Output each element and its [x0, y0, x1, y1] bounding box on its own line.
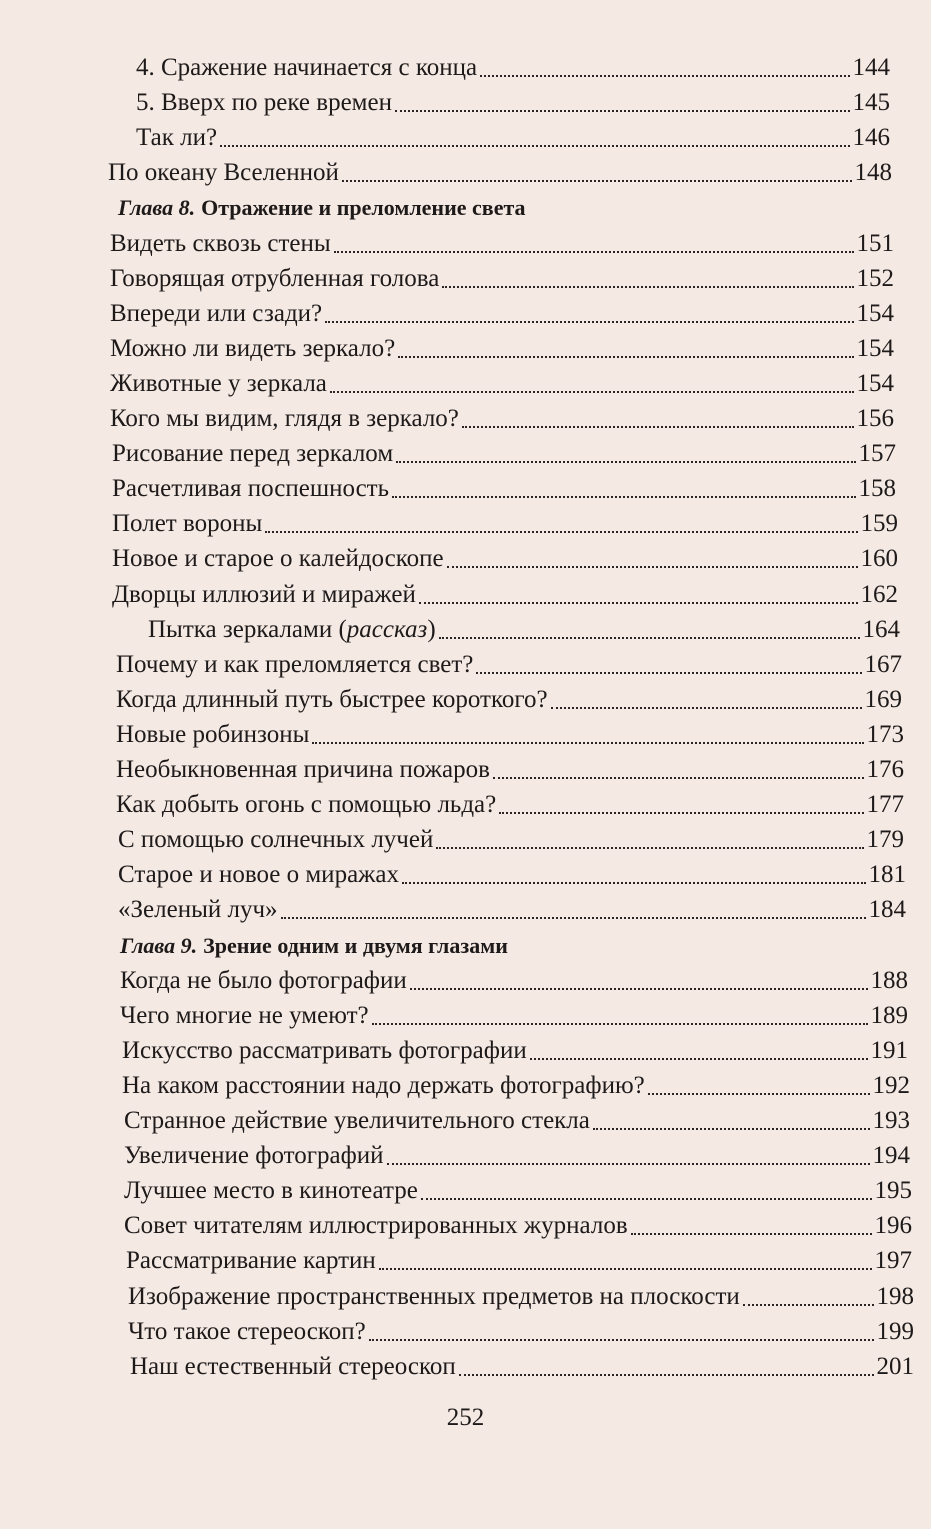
toc-entry[interactable]	[136, 118, 890, 153]
entry-page-number: 179	[866, 826, 904, 854]
chapter-number: Глава 9.	[120, 932, 198, 958]
toc-entry[interactable]	[148, 610, 900, 645]
toc-entry[interactable]	[112, 469, 896, 504]
toc-entry[interactable]	[124, 1206, 912, 1241]
entry-page-number: 146	[852, 124, 890, 152]
entry-page-number: 162	[860, 580, 898, 608]
entry-title	[116, 685, 548, 715]
entry-page-number: 160	[860, 545, 898, 573]
entry-page-number: 198	[876, 1282, 914, 1310]
entry-page-number: 148	[854, 159, 892, 187]
dot-leader	[410, 988, 868, 990]
entry-title	[116, 790, 496, 820]
dot-leader	[439, 637, 860, 639]
entry-page-number: 157	[858, 440, 896, 468]
page-number: 252	[446, 1404, 485, 1431]
entry-title	[148, 615, 436, 645]
entry-title	[112, 439, 393, 469]
dot-leader	[402, 882, 865, 884]
dot-leader	[593, 1128, 870, 1130]
toc-entry[interactable]	[112, 504, 898, 539]
entry-title-text: Необыкновенная причина пожаров	[116, 756, 490, 783]
dot-leader	[419, 602, 858, 604]
entry-page-number: 169	[864, 685, 902, 713]
toc-entry[interactable]	[124, 1101, 910, 1136]
chapter-number: Глава 8.	[118, 195, 196, 221]
entry-title-text: Когда длинный путь быстрее короткого?	[116, 685, 548, 713]
dot-leader	[265, 531, 857, 533]
entry-page-number: 193	[872, 1107, 910, 1134]
entry-title-text: 5. Вверх по реке времен	[136, 89, 392, 117]
dot-leader	[395, 110, 850, 112]
entry-title-text: Как добыть огонь с помощью льда?	[116, 791, 497, 819]
entry-title-text: Кого мы видим, глядя в зеркало?	[110, 405, 459, 432]
entry-title	[110, 299, 322, 329]
entry-title-text: Совет читателям иллюстрированных журналов	[124, 1212, 628, 1240]
entry-page-number: 192	[872, 1071, 910, 1099]
entry-page-number: 152	[856, 264, 894, 292]
entry-title-text: На каком расстоянии надо держать фотографию?	[122, 1071, 645, 1099]
entry-page-number: 177	[866, 791, 904, 819]
entry-title-text: Чего многие не умеют?	[120, 1001, 369, 1029]
toc-entry[interactable]	[122, 1066, 910, 1101]
entry-page-number: 145	[852, 89, 890, 117]
dot-leader	[530, 1058, 868, 1060]
entry-page-number: 167	[864, 650, 902, 678]
toc-entry[interactable]	[116, 785, 904, 820]
dot-leader	[392, 496, 856, 498]
dot-leader	[631, 1233, 872, 1235]
dot-leader	[421, 1198, 872, 1200]
toc-entry[interactable]	[116, 750, 904, 785]
entry-title	[120, 966, 407, 996]
entry-title	[110, 229, 331, 259]
dot-leader	[447, 566, 858, 568]
entry-title-text: С помощью солнечных лучей	[118, 826, 434, 854]
entry-title	[124, 1211, 628, 1241]
toc-entry[interactable]	[120, 961, 908, 996]
entry-title	[112, 544, 444, 574]
entry-title	[118, 895, 278, 925]
entry-title	[116, 650, 473, 680]
entry-title-text: Полет вороны	[112, 510, 263, 538]
entry-page-number: 173	[866, 720, 904, 748]
toc-entry[interactable]	[112, 539, 898, 574]
entry-title-text: Искусство рассматривать фотографии	[122, 1036, 527, 1064]
entry-title	[110, 369, 327, 399]
entry-title	[112, 509, 262, 539]
entry-title	[128, 1317, 366, 1347]
dot-leader	[330, 391, 854, 393]
entry-title	[110, 404, 459, 434]
entry-page-number: 181	[868, 861, 906, 889]
dot-leader	[342, 180, 852, 182]
entry-page-number: 154	[856, 369, 894, 397]
toc-entry[interactable]	[110, 294, 894, 329]
dot-leader	[480, 75, 849, 77]
entry-title-suffix: )	[427, 615, 436, 643]
entry-title	[136, 88, 392, 118]
entry-page-number: 156	[856, 405, 894, 432]
entry-title-text: Впереди или сзади?	[110, 299, 323, 327]
dot-leader	[493, 777, 864, 779]
dot-leader	[387, 1163, 870, 1165]
entry-title-text: Почему и как преломляется свет?	[116, 650, 474, 678]
entry-title	[122, 1036, 527, 1066]
dot-leader	[325, 321, 853, 323]
entry-page-number: 184	[868, 896, 906, 924]
entry-page-number: 188	[870, 966, 908, 994]
toc-entry[interactable]	[118, 820, 904, 855]
entry-page-number: 201	[876, 1352, 914, 1380]
dot-leader	[220, 145, 849, 147]
dot-leader	[369, 1339, 874, 1341]
entry-title-text: Можно ли видеть зеркало?	[110, 334, 396, 362]
toc-entry[interactable]	[110, 259, 894, 294]
entry-title-text: Что такое стереоскоп?	[128, 1317, 366, 1345]
entry-title	[112, 580, 416, 610]
entry-title-text: Дворцы иллюзий и миражей	[112, 580, 416, 608]
dot-leader	[379, 1268, 872, 1270]
entry-title	[116, 720, 309, 750]
entry-title	[108, 158, 339, 188]
dot-leader	[334, 251, 854, 253]
dot-leader	[372, 1023, 868, 1025]
entry-title	[112, 474, 389, 504]
toc-entry[interactable]	[116, 680, 902, 715]
toc-entry[interactable]	[116, 715, 904, 750]
toc-entry[interactable]	[136, 48, 890, 83]
toc-entry[interactable]	[122, 1031, 908, 1066]
dot-leader	[436, 847, 863, 849]
entry-page-number: 151	[856, 229, 894, 257]
dot-leader	[551, 707, 862, 709]
entry-page-number: 154	[856, 334, 894, 362]
toc-entry[interactable]	[112, 575, 898, 610]
entry-title-italic: рассказ	[346, 615, 428, 643]
dot-leader	[459, 1374, 874, 1376]
toc-entry[interactable]	[110, 399, 894, 434]
dot-leader	[743, 1304, 874, 1306]
entry-title	[130, 1352, 456, 1382]
entry-title-text: Рассматривание картин	[126, 1247, 376, 1275]
entry-title	[118, 825, 433, 855]
toc-entry[interactable]	[110, 224, 894, 259]
entry-page-number: 164	[862, 615, 900, 643]
entry-title-text: 4. Сражение начинается с конца	[136, 54, 478, 81]
entry-title	[120, 1001, 369, 1031]
dot-leader	[396, 461, 855, 463]
toc-entry[interactable]	[124, 1136, 910, 1171]
toc-entry[interactable]	[128, 1277, 914, 1312]
entry-page-number: 176	[866, 756, 904, 783]
toc-entry[interactable]	[128, 1312, 914, 1347]
toc-entry[interactable]	[124, 1171, 912, 1206]
dot-leader	[442, 286, 853, 288]
dot-leader	[398, 356, 853, 358]
toc-entry[interactable]	[136, 83, 890, 118]
toc-entry[interactable]	[120, 996, 908, 1031]
toc-entry[interactable]	[126, 1241, 912, 1276]
entry-title-text: По океану Вселенной	[108, 159, 339, 187]
dot-leader	[462, 426, 854, 428]
toc-entry[interactable]	[110, 329, 894, 364]
entry-page-number: 195	[874, 1177, 912, 1205]
entry-title	[122, 1071, 645, 1101]
entry-title	[136, 123, 217, 153]
toc-entry[interactable]	[110, 364, 894, 399]
entry-title	[110, 264, 439, 294]
entry-page-number: 196	[874, 1212, 912, 1240]
entry-title-text: Изображение пространственных предметов на плоскости	[128, 1282, 740, 1310]
entry-page-number: 158	[858, 475, 896, 503]
chapter-title: Зрение одним и двумя глазами	[203, 932, 508, 958]
entry-title-text: Так ли?	[136, 124, 218, 152]
entry-title	[116, 755, 490, 785]
entry-page-number: 199	[876, 1317, 914, 1345]
entry-title	[124, 1176, 418, 1206]
entry-title-text: Увеличение фотографий	[124, 1142, 384, 1170]
dot-leader	[281, 917, 866, 919]
toc-entry[interactable]	[108, 153, 892, 188]
entry-title-text: Новое и старое о калейдоскопе	[112, 545, 444, 573]
entry-title	[124, 1106, 590, 1136]
entry-title-text: Старое и новое о миражах	[118, 861, 400, 889]
entry-page-number: 191	[870, 1036, 908, 1064]
entry-title-text: Расчетливая поспешность	[112, 475, 389, 503]
dot-leader	[312, 742, 863, 744]
chapter-heading	[120, 926, 508, 961]
toc-entry[interactable]	[116, 645, 902, 680]
entry-title	[110, 334, 395, 364]
entry-title	[128, 1282, 740, 1312]
entry-title-text: Животные у зеркала	[110, 369, 327, 397]
entry-page-number: 197	[874, 1247, 912, 1275]
toc-entry[interactable]	[130, 1347, 914, 1382]
dot-leader	[648, 1093, 870, 1095]
entry-title-text: Наш естественный стереоскоп	[130, 1352, 456, 1380]
entry-title-text: Новые робинзоны	[116, 720, 310, 748]
entry-page-number: 154	[856, 299, 894, 327]
entry-title	[118, 860, 399, 890]
entry-title-text: Рисование перед зеркалом	[112, 440, 394, 468]
entry-title-text: Говорящая отрубленная голова	[110, 264, 440, 292]
chapter-heading	[118, 188, 526, 223]
dot-leader	[499, 812, 863, 814]
entry-page-number: 194	[872, 1142, 910, 1170]
entry-title-text: Видеть сквозь стены	[110, 229, 331, 257]
entry-page-number: 159	[860, 510, 898, 538]
entry-title	[124, 1141, 384, 1171]
entry-page-number: 189	[870, 1001, 908, 1029]
entry-title-text: Когда не было фотографии	[120, 966, 407, 994]
chapter-title: Отражение и преломление света	[201, 195, 526, 221]
entry-title-text: Странное действие увеличительного стекла	[124, 1107, 590, 1134]
entry-title-text: Лучшее место в кинотеатре	[124, 1177, 418, 1205]
dot-leader	[476, 672, 861, 674]
entry-title-text: Пытка зеркалами (	[148, 615, 347, 643]
toc-entry[interactable]	[118, 890, 906, 925]
entry-title	[126, 1246, 376, 1276]
entry-title	[136, 53, 477, 83]
toc-entry[interactable]	[118, 855, 906, 890]
entry-title-text: «Зеленый луч»	[118, 896, 278, 924]
entry-page-number: 144	[852, 54, 890, 81]
toc-entry[interactable]	[112, 434, 896, 469]
